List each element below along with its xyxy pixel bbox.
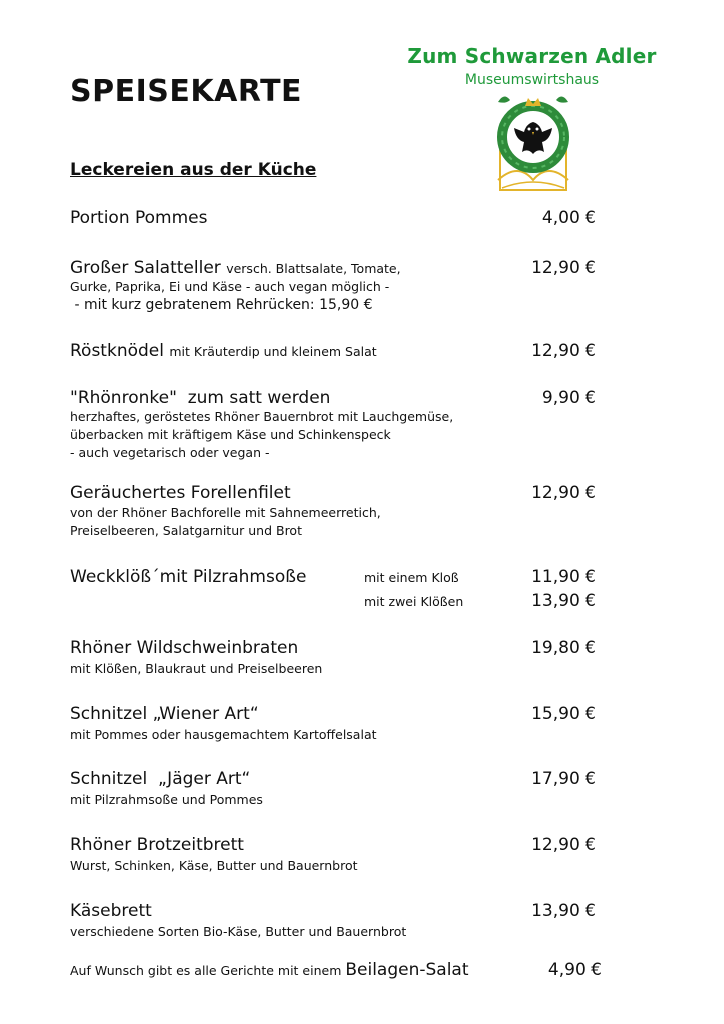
menu-item-inline-description: mit Kräuterdip und kleinem Salat xyxy=(169,344,377,359)
menu-item-inline-description: versch. Blattsalate, Tomate, xyxy=(226,261,401,276)
menu-item-name: Rhöner Wildschweinbraten xyxy=(70,638,299,658)
menu-item-description: Wurst, Schinken, Käse, Butter und Bauernbrot xyxy=(70,858,358,873)
menu-item-variant-price: 11,90 € xyxy=(531,567,596,587)
menu-item-name: Schnitzel „Jäger Art“ xyxy=(70,769,251,789)
menu-item-description: verschiedene Sorten Bio-Käse, Butter und Bauernbrot xyxy=(70,924,407,939)
menu-item-description: mit Klößen, Blaukraut und Preiselbeeren xyxy=(70,661,323,676)
section-heading: Leckereien aus der Küche xyxy=(70,160,317,180)
menu-item-price: 12,90 € xyxy=(531,258,596,278)
menu-item-price: 12,90 € xyxy=(531,341,596,361)
menu-item-name: Weckklöß´mit Pilzrahmsoße xyxy=(70,567,307,587)
menu-item-row xyxy=(70,258,401,278)
restaurant-subtitle: Museumswirtshaus xyxy=(464,72,600,88)
menu-item-description: überbacken mit kräftigem Käse und Schinkenspeck xyxy=(70,427,391,442)
menu-item-name: Schnitzel „Wiener Art“ xyxy=(70,704,259,724)
menu-item-price: 12,90 € xyxy=(531,835,596,855)
menu-item-price: 4,00 € xyxy=(541,208,596,228)
menu-item-description: herzhaftes, geröstetes Rhöner Bauernbrot mit Lauchgemüse, xyxy=(70,409,454,424)
menu-item-price: 13,90 € xyxy=(531,901,596,921)
menu-item-name: Portion Pommes xyxy=(70,208,208,228)
menu-item-price: 15,90 € xyxy=(531,704,596,724)
menu-item-name: Geräuchertes Forellenfilet xyxy=(70,483,291,503)
eagle-wreath-crest-icon xyxy=(488,92,578,196)
menu-item-description: Preiselbeeren, Salatgarnitur und Brot xyxy=(70,523,302,538)
restaurant-name: Zum Schwarzen Adler xyxy=(407,44,657,68)
page-title: SPEISEKARTE xyxy=(70,74,303,109)
menu-item-name: Röstknödel xyxy=(70,341,164,361)
menu-item-name: Rhöner Brotzeitbrett xyxy=(70,835,244,855)
menu-item-variant-price: 13,90 € xyxy=(531,591,596,611)
menu-item-variant-label: mit zwei Klößen xyxy=(364,594,464,609)
footer-price: 4,90 € xyxy=(547,960,602,980)
restaurant-brand xyxy=(404,44,660,88)
menu-item-price: 12,90 € xyxy=(531,483,596,503)
menu-item-name: Großer Salatteller xyxy=(70,258,221,278)
menu-item-variant-label: mit einem Kloß xyxy=(364,570,459,585)
footer-text: Auf Wunsch gibt es alle Gerichte mit einem xyxy=(70,963,346,978)
menu-item-price: 17,90 € xyxy=(531,769,596,789)
menu-item-description: mit Pommes oder hausgemachtem Kartoffelsalat xyxy=(70,727,377,742)
menu-item-description: mit Pilzrahmsoße und Pommes xyxy=(70,792,263,807)
menu-item-description: - auch vegetarisch oder vegan - xyxy=(70,445,270,460)
menu-item-name: "Rhönronke" zum satt werden xyxy=(70,388,331,408)
menu-item-name: Käsebrett xyxy=(70,901,152,921)
menu-item-price: 19,80 € xyxy=(531,638,596,658)
menu-item-description: von der Rhöner Bachforelle mit Sahnemeerretich, xyxy=(70,505,381,520)
footer-highlight: Beilagen-Salat xyxy=(345,960,469,980)
menu-item-extra: - mit kurz gebratenem Rehrücken: 15,90 € xyxy=(70,297,373,313)
menu-item-price: 9,90 € xyxy=(541,388,596,408)
footer-note xyxy=(70,960,469,980)
menu-item-description: Gurke, Paprika, Ei und Käse - auch vegan möglich - xyxy=(70,279,390,294)
menu-item-row xyxy=(70,341,377,361)
